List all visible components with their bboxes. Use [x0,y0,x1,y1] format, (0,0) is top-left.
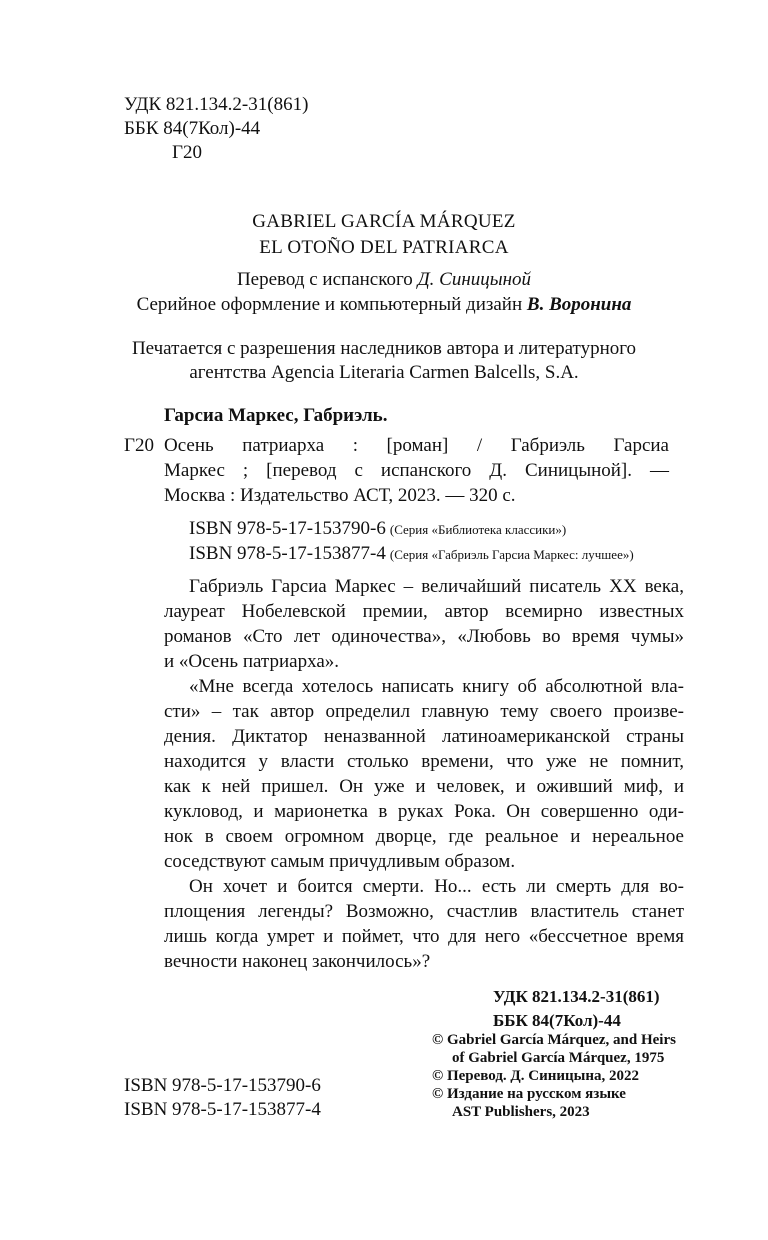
annotation-line: романов «Сто лет одиночества», «Любовь во время чумы» [164,626,684,647]
annotation-line: дения. Диктатор неназванной латиноамериканской страны [164,726,684,747]
annotation-udk: УДК 821.134.2-31(861) [493,987,660,1006]
footer-isbn-2: ISBN 978-5-17-153877-4 [124,1099,321,1120]
annotation-line: нок в своем огромном дворце, где реальное и нереальное [164,826,684,847]
annotation-line: сти» – так автор определил главную тему своего произве- [164,701,684,722]
copyright-line: © Gabriel García Márquez, and Heirs [432,1032,676,1048]
copyright-line: AST Publishers, 2023 [452,1104,590,1120]
annotation-line: соседствуют самым причудливым образом. [164,851,516,872]
translation-prefix: Перевод с испанского [236,269,418,290]
designer-name: В. Воронина [526,294,632,315]
annotation-line: кукловод, и марионетка в руках Рока. Он совершенно оди- [164,801,684,822]
catalog-isbn-2 [189,543,634,565]
design-credit [0,294,768,316]
annotation-line: как к ней пришел. Он уже и человек, и оживший миф, и [164,776,684,797]
author-mark: Г20 [172,142,202,163]
copyright-line: of Gabriel García Márquez, 1975 [452,1050,665,1066]
design-prefix: Серийное оформление и компьютерный дизайн [136,294,527,315]
catalog-mark: Г20 [124,435,154,456]
annotation-line: лишь когда умрет и поймет, что для него «бессчетное время [164,926,684,947]
copyright-line: © Издание на русском языке [432,1086,626,1102]
copyright-line: © Перевод. Д. Синицына, 2022 [432,1068,640,1084]
udk-code: УДК 821.134.2-31(861) [124,94,309,115]
annotation-line: находится у власти столько времени, что уже не помнит, [164,751,684,772]
bbk-code: ББК 84(7Кол)-44 [124,118,261,139]
annotation-line: и «Осень патриарха». [164,651,339,672]
original-title: EL OTOÑO DEL PATRIARCA [259,237,509,258]
annotation-line: площения легенды? Возможно, счастлив властитель станет [164,901,684,922]
isbn-series: (Серия «Габриэль Гарсиа Маркес: лучшее») [389,547,634,562]
isbn-number: ISBN 978-5-17-153877-4 [189,543,386,564]
footer-isbn-1: ISBN 978-5-17-153790-6 [124,1075,321,1096]
annotation-line: вечности наконец закончилось»? [164,951,431,972]
annotation-line: лауреат Нобелевской премии, автор всемирно известных [164,601,684,622]
isbn-number: ISBN 978-5-17-153790-6 [189,518,386,539]
catalog-line-1: Осень патриарха : [роман] / Габриэль Гарсиа [164,435,669,456]
catalog-isbn-1 [189,518,566,540]
original-author: GABRIEL GARCÍA MÁRQUEZ [252,211,516,232]
isbn-series: (Серия «Библиотека классики») [389,522,567,537]
translation-credit [0,269,768,291]
permission-line-2: агентства Agencia Literaria Carmen Balcells, S.A. [189,362,579,383]
catalog-heading: Гарсиа Маркес, Габриэль. [164,405,388,426]
annotation-line: Габриэль Гарсиа Маркес – величайший писатель XX века, [189,576,684,597]
permission-line-1: Печатается с разрешения наследников автора и литературного [131,338,637,359]
translator-name: Д. Синицыной [417,269,532,290]
annotation-line: «Мне всегда хотелось написать книгу об абсолютной вла- [189,676,684,697]
catalog-line-2: Маркес ; [перевод с испанского Д. Синицыной]. — [164,460,669,481]
catalog-line-3: Москва : Издательство АСТ, 2023. — 320 с. [164,485,516,506]
annotation-bbk: ББК 84(7Кол)-44 [493,1011,621,1030]
annotation-line: Он хочет и боится смерти. Но... есть ли смерть для во- [189,876,684,897]
